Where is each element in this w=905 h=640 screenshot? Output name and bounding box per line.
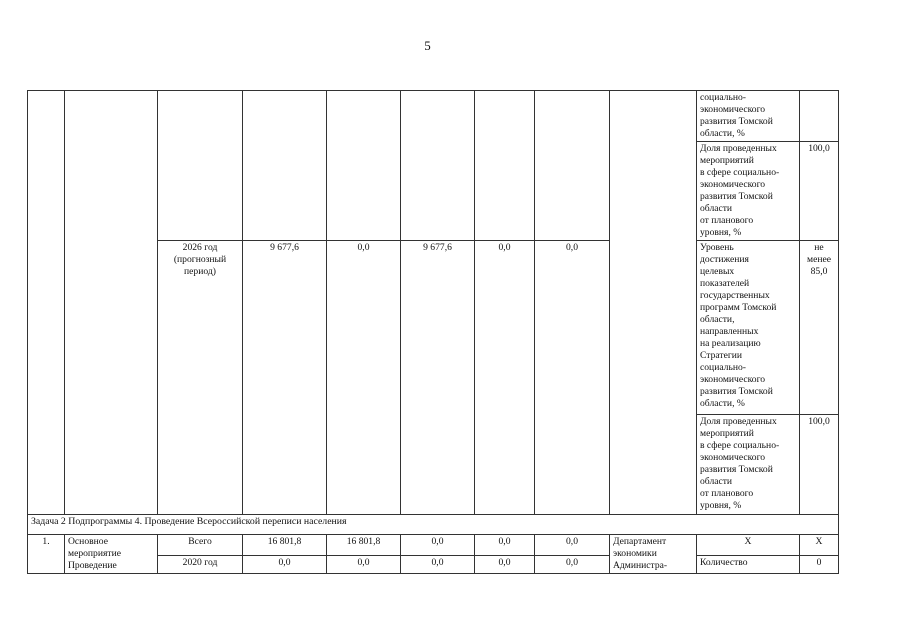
value-other-2026: 0,0: [535, 241, 610, 515]
program-table: [27, 90, 839, 574]
value-regional-2026: 9 677,6: [401, 241, 475, 515]
indicator-name: Х: [697, 535, 800, 556]
value-federal-2020: 0,0: [327, 555, 401, 573]
cell-executor-empty: [610, 91, 697, 515]
value-local-2020: 0,0: [475, 555, 535, 573]
cell-period-empty: [158, 91, 243, 241]
value-total: 16 801,8: [243, 535, 327, 556]
value-total-2020: 0,0: [243, 555, 327, 573]
cell-regional-empty: [401, 91, 475, 241]
cell-total-empty: [243, 91, 327, 241]
value-other: 0,0: [535, 535, 610, 556]
indicator-name: социально- экономического развития Томской области, %: [697, 91, 800, 142]
period-total: Всего: [158, 535, 243, 556]
indicator-value: 100,0: [800, 415, 839, 515]
value-regional-2020: 0,0: [401, 555, 475, 573]
item-executor: Департамент экономики Администра-: [610, 535, 697, 574]
table-row: [28, 515, 839, 535]
item-number: 1.: [28, 535, 65, 574]
cell-number-empty: [28, 91, 65, 515]
table-row: [28, 91, 839, 142]
cell-local-empty: [475, 91, 535, 241]
indicator-value-empty: [800, 91, 839, 142]
indicator-name: Доля проведенных мероприятий в сфере социально- экономического развития Томской области от планового уровня, %: [697, 142, 800, 241]
cell-federal-empty: [327, 91, 401, 241]
indicator-value: 100,0: [800, 142, 839, 241]
table-row: [28, 535, 839, 556]
period-2020: 2020 год: [158, 555, 243, 573]
value-regional: 0,0: [401, 535, 475, 556]
indicator-name: Уровень достижения целевых показателей государственных программ Томской области, направленных на реализацию Стратегии социально- экономического развития Томской области, %: [697, 241, 800, 415]
cell-other-empty: [535, 91, 610, 241]
value-federal: 16 801,8: [327, 535, 401, 556]
indicator-name: Доля проведенных мероприятий в сфере социально- экономического развития Томской области от планового уровня, %: [697, 415, 800, 515]
indicator-name: Количество: [697, 555, 800, 573]
indicator-value: 0: [800, 555, 839, 573]
value-federal-2026: 0,0: [327, 241, 401, 515]
indicator-value: Х: [800, 535, 839, 556]
item-name: Основное мероприятие Проведение: [65, 535, 158, 574]
task-heading: Задача 2 Подпрограммы 4. Проведение Всероссийской переписи населения: [28, 515, 839, 535]
value-total-2026: 9 677,6: [243, 241, 327, 515]
period-2026: 2026 год (прогнозный период): [158, 241, 243, 515]
value-other-2020: 0,0: [535, 555, 610, 573]
cell-name-empty: [65, 91, 158, 515]
indicator-value: не менее 85,0: [800, 241, 839, 415]
value-local-2026: 0,0: [475, 241, 535, 515]
page-number: 5: [424, 38, 431, 53]
value-local: 0,0: [475, 535, 535, 556]
